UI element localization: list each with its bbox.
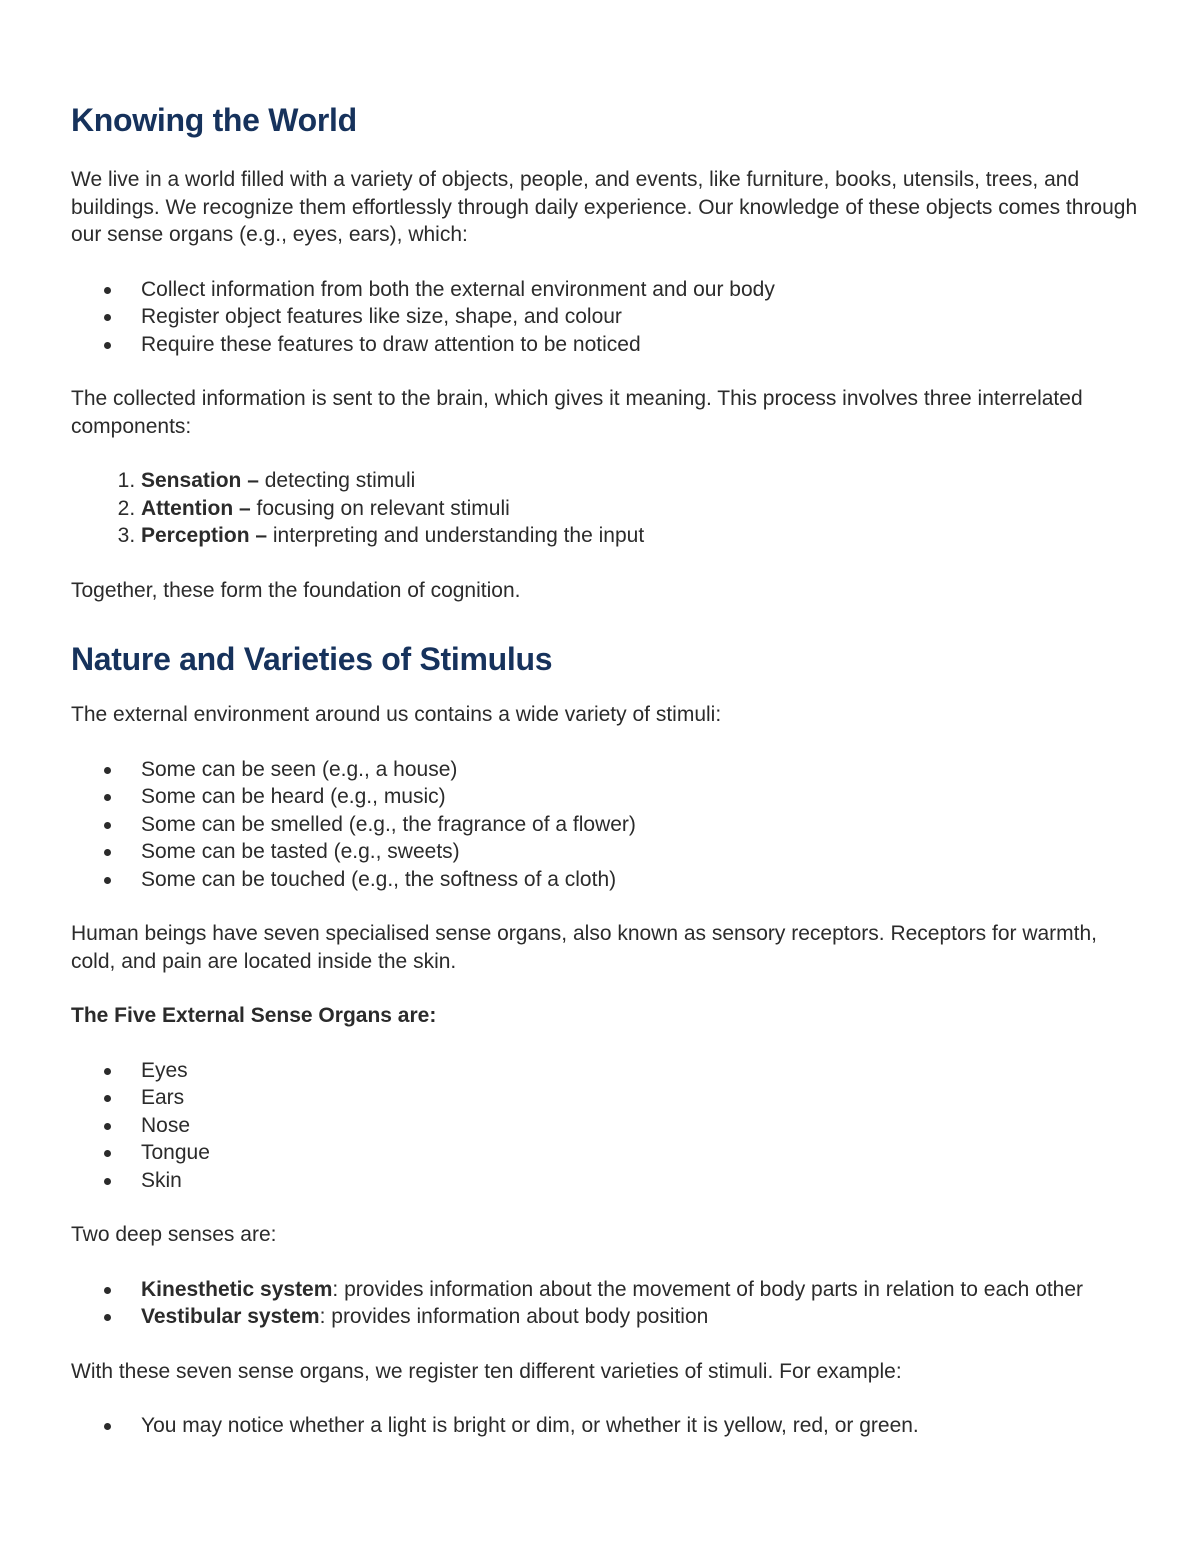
- list-item: [141, 1303, 1141, 1331]
- paragraph-sense-organs: Human beings have seven specialised sense organs, also known as sensory receptors. Receptors for warmth, cold, and pain are located inside the skin.: [71, 922, 1098, 973]
- desc-kinesthetic: : provides information about the movement of body parts in relation to each other: [332, 1277, 1084, 1301]
- paragraph-brain-process: The collected information is sent to the brain, which gives it meaning. This process involves three interrelated components:: [71, 387, 1083, 438]
- term-sensation: Sensation –: [141, 469, 259, 492]
- desc-sensation: detecting stimuli: [258, 469, 416, 492]
- term-kinesthetic: Kinesthetic system: [141, 1277, 333, 1301]
- deep-senses-list: [71, 1276, 1141, 1331]
- list-item: Some can be smelled (e.g., the fragrance of a flower): [141, 811, 1141, 839]
- sense-organ-functions-list: [71, 276, 1141, 359]
- components-list: [71, 467, 1141, 550]
- list-item: Eyes: [141, 1057, 1141, 1085]
- list-item: Some can be seen (e.g., a house): [141, 756, 1141, 784]
- desc-vestibular: : provides information about body position: [319, 1305, 709, 1328]
- list-item: [141, 467, 1141, 495]
- list-item: Skin: [141, 1167, 1141, 1195]
- list-item: Ears: [141, 1084, 1141, 1112]
- term-vestibular: Vestibular system: [141, 1305, 320, 1328]
- list-item: Tongue: [141, 1139, 1141, 1167]
- examples-list: [71, 1412, 1141, 1440]
- list-item: [141, 1276, 1141, 1304]
- heading-nature-of-stimulus: Nature and Varieties of Stimulus: [71, 641, 553, 677]
- stimuli-list: [71, 756, 1141, 894]
- list-item: [141, 495, 1141, 523]
- list-item: Require these features to draw attention to be noticed: [141, 331, 1141, 359]
- list-item: You may notice whether a light is bright or dim, or whether it is yellow, red, or green.: [141, 1412, 1141, 1440]
- desc-attention: focusing on relevant stimuli: [250, 496, 510, 520]
- heading-knowing-the-world: Knowing the World: [71, 102, 357, 138]
- list-item: Some can be tasted (e.g., sweets): [141, 838, 1141, 866]
- paragraph-deep-senses-intro: Two deep senses are:: [71, 1223, 277, 1246]
- paragraph-conclusion: Together, these form the foundation of cognition.: [71, 578, 521, 602]
- list-item: Collect information from both the external environment and our body: [141, 276, 1141, 304]
- term-attention: Attention –: [141, 496, 251, 520]
- list-item: Some can be heard (e.g., music): [141, 783, 1141, 811]
- document-content: [71, 100, 1141, 1467]
- desc-perception: interpreting and understanding the input: [267, 524, 645, 547]
- external-organs-heading: The Five External Sense Organs are:: [71, 1004, 437, 1027]
- list-item: Nose: [141, 1112, 1141, 1140]
- paragraph-varieties: With these seven sense organs, we register ten different varieties of stimuli. For example:: [71, 1359, 902, 1383]
- list-item: [141, 522, 1141, 550]
- external-organs-list: [71, 1057, 1141, 1195]
- term-perception: Perception –: [141, 524, 268, 547]
- paragraph-intro: We live in a world filled with a variety of objects, people, and events, like furniture, books, utensils, trees, and buildings. We recognize them effortlessly through daily experience. Our knowledge of these objects comes through our sense organs (e.g., eyes, ears), which:: [71, 168, 1138, 246]
- list-item: Register object features like size, shape, and colour: [141, 303, 1141, 331]
- paragraph-stimuli-intro: The external environment around us contains a wide variety of stimuli:: [71, 703, 722, 726]
- list-item: Some can be touched (e.g., the softness of a cloth): [141, 866, 1141, 894]
